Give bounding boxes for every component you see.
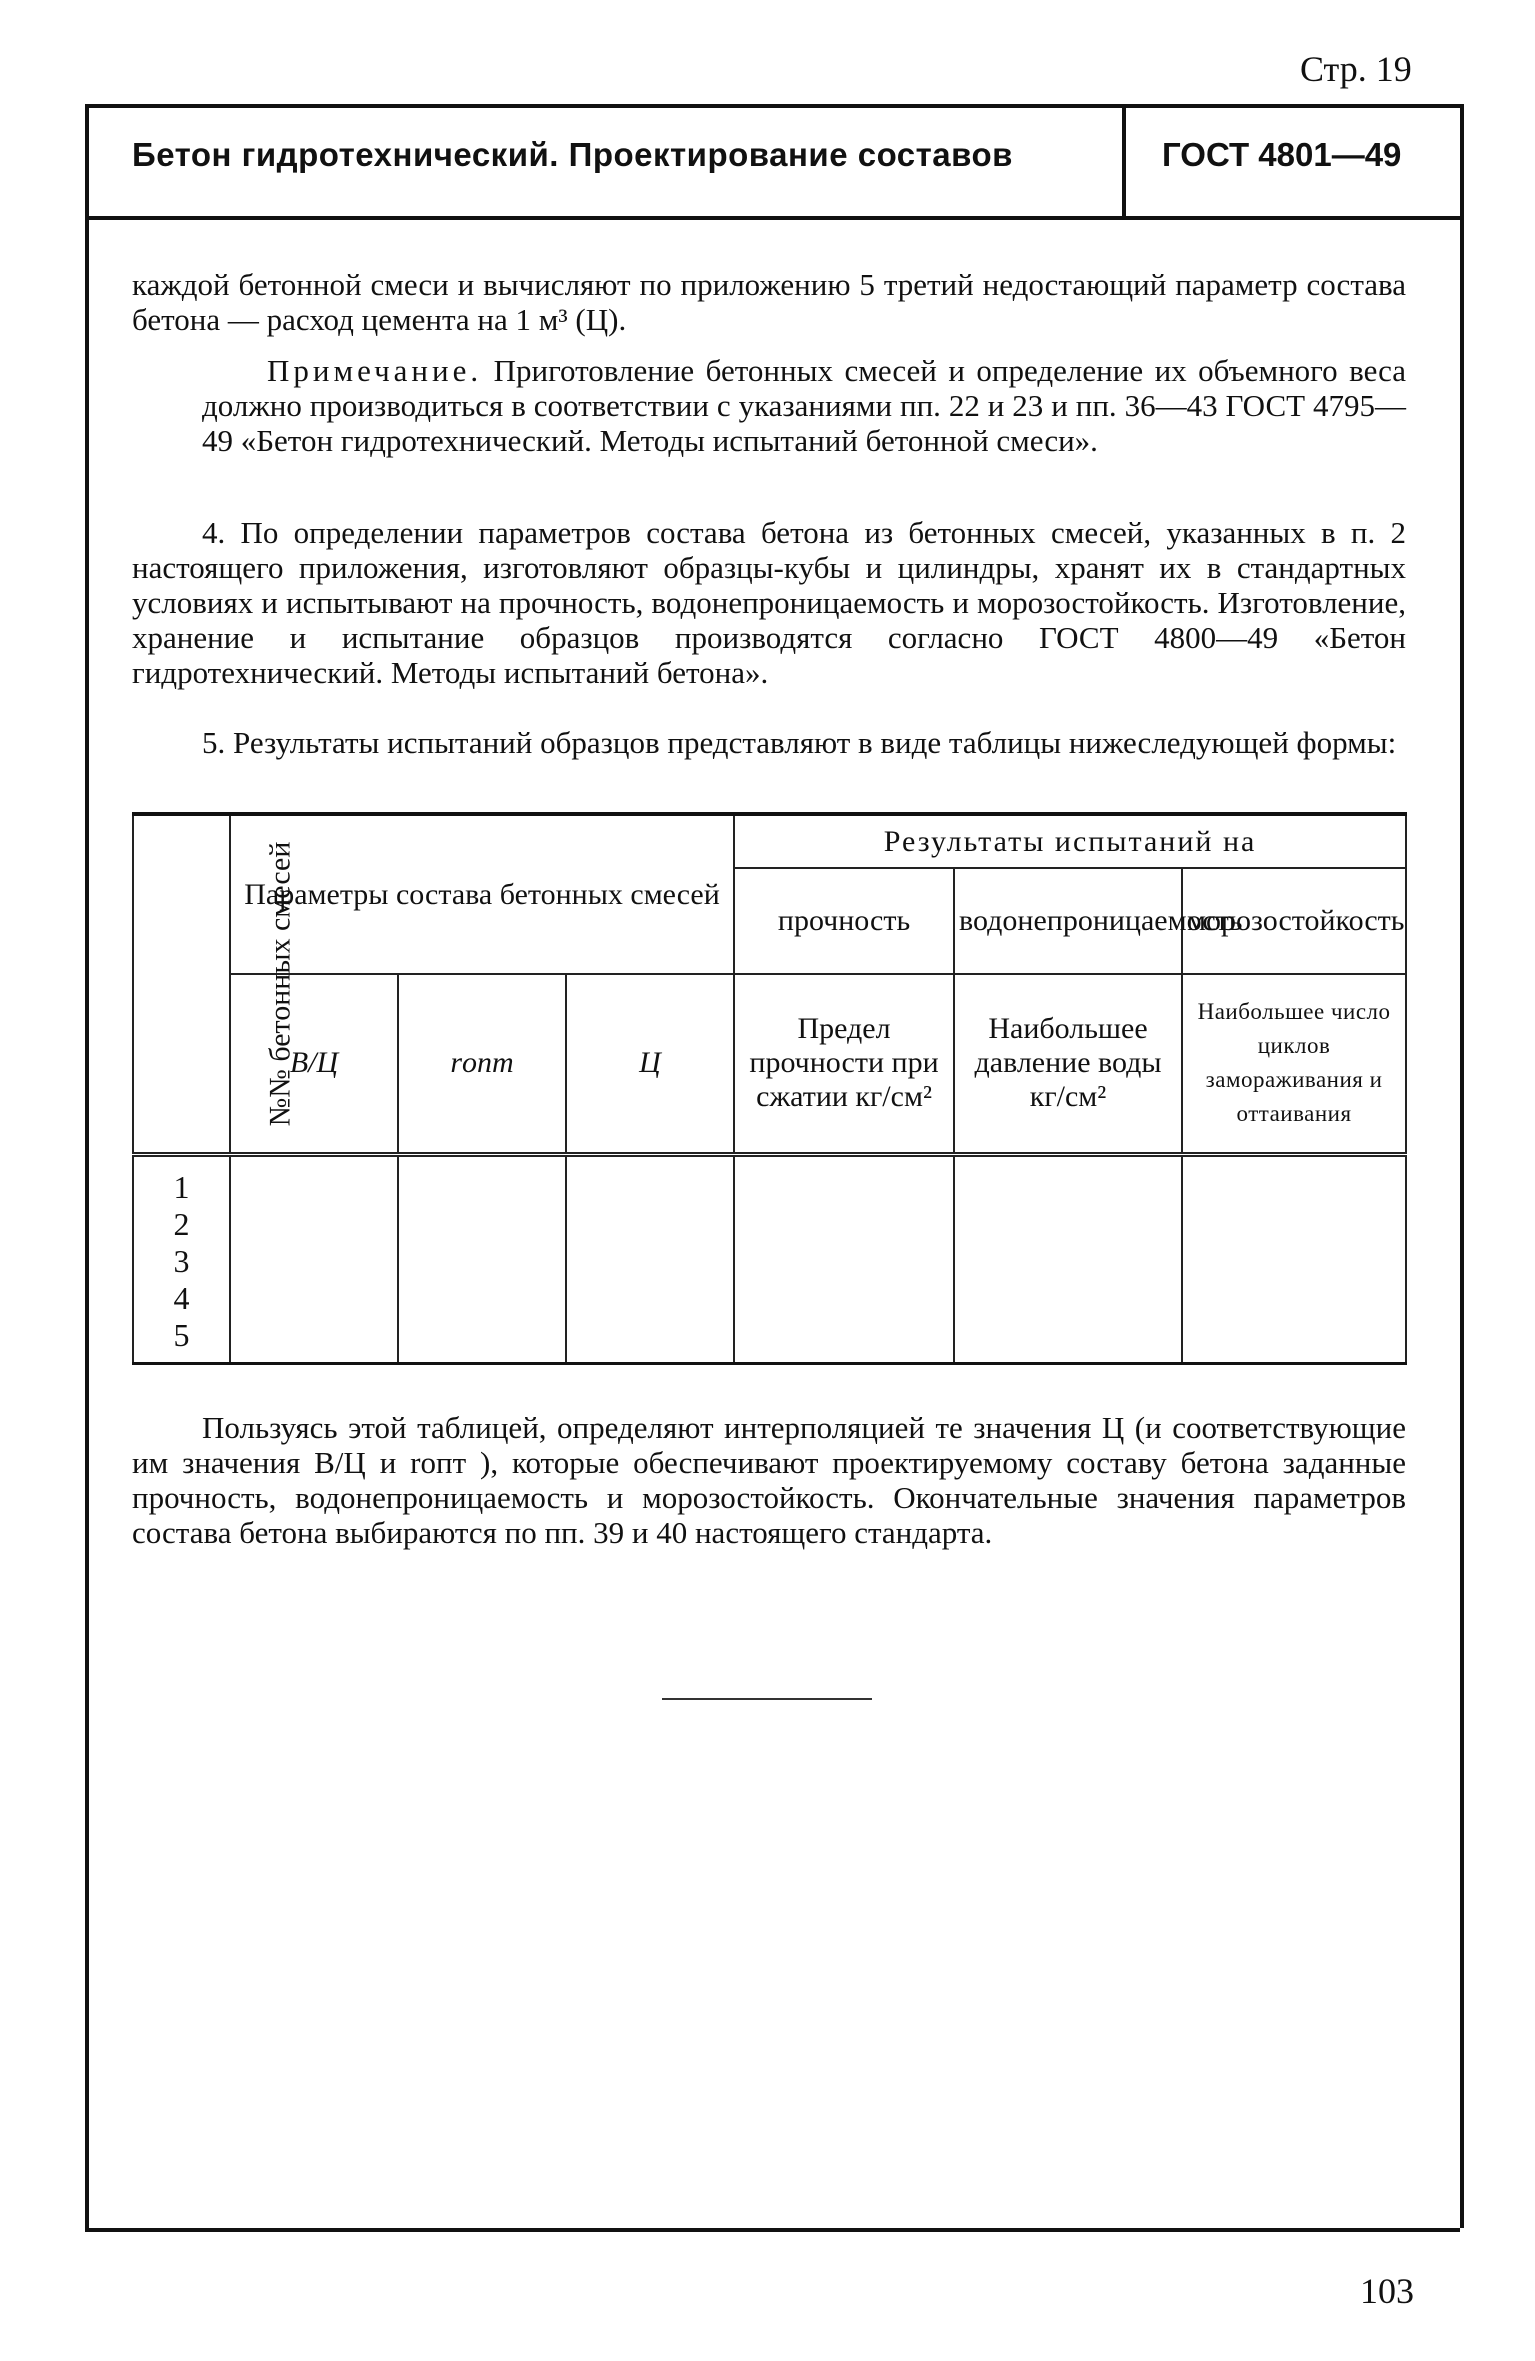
table-cell — [566, 1154, 734, 1364]
page-number-bottom: 103 — [1360, 2271, 1414, 2311]
note-text: Приготовление бетонных смесей и определение их объемного веса должно производиться в соответствии с указаниями пп. 22 и 23 и пп. 36—43 ГОСТ 4795—49 «Бетон гидротехнический. Методы испытаний бетонной смеси». — [202, 353, 1406, 458]
table-row-number: 4 — [173, 1279, 190, 1316]
water-subheader: Наибольшее давление воды кг/см² — [954, 974, 1182, 1154]
frame-bottom-rule — [85, 2228, 1460, 2232]
table-cell — [954, 1154, 1182, 1364]
strength-header: прочность — [734, 868, 954, 974]
paragraph-4: 4. По определении параметров состава бетона из бетонных смесей, указанных в п. 2 настоящего приложения, изготовляют образцы-кубы и цилиндры, хранят их в стандартных условиях и испытывают на прочность, водонепроницаемость и морозостойкость. Изготовление, хранение и испытание образцов производятся согласно ГОСТ 4800—49 «Бетон гидротехнический. Методы испытаний бетона». — [132, 515, 1406, 690]
paragraph-5: 5. Результаты испытаний образцов представляют в виде таблицы нижеследующей формы: — [202, 725, 1397, 760]
param-c-header: Ц — [566, 974, 734, 1154]
water-permeability-header: водонепроницаемость — [954, 868, 1182, 974]
param-wc-header: В/Ц — [230, 974, 398, 1154]
note-label: Примечание. — [267, 353, 483, 388]
table-row-number: 1 — [173, 1168, 190, 1205]
results-group-header: Результаты испытаний на — [734, 814, 1406, 868]
frost-subheader: Наибольшее число циклов замораживания и оттаивания — [1182, 974, 1406, 1154]
paragraph-after-table: Пользуясь этой таблицей, определяют интерполяцией те значения Ц (и соответствующие им значения В/Ц и rопт ), которые обеспечивают проектируемому составу бетона заданные прочность, водонепроницаемость и морозостойкость. Окончательные значения параметров состава бетона выбираются по пп. 39 и 40 настоящего стандарта. — [132, 1410, 1406, 1550]
table-cell — [230, 1154, 398, 1364]
header-bottom-rule — [85, 216, 1460, 220]
page-number-top: Стр. 19 — [1300, 49, 1412, 89]
header-standard-code: ГОСТ 4801—49 — [1162, 136, 1402, 173]
params-group-header: Параметры состава бетонных смесей — [230, 814, 734, 974]
strength-subheader: Предел прочности при сжатии кг/см² — [734, 974, 954, 1154]
header-divider — [1122, 104, 1126, 216]
paragraph-continuation: каждой бетонной смеси и вычисляют по приложению 5 третий недостающий параметр состава бетона — расход цемента на 1 м³ (Ц). — [132, 267, 1406, 337]
frame-top-rule — [85, 104, 1460, 108]
mix-number-header: №№ бетонных смесей — [133, 814, 230, 1154]
frost-resistance-header: морозостойкость — [1182, 868, 1406, 974]
note — [202, 353, 1406, 458]
table-row-number: 2 — [173, 1205, 190, 1242]
results-table — [132, 812, 1407, 1365]
table-cell — [398, 1154, 566, 1364]
param-r-header: rопт — [398, 974, 566, 1154]
table-cell — [1182, 1154, 1406, 1364]
table-row-number: 5 — [173, 1316, 190, 1353]
table-cell — [734, 1154, 954, 1364]
mix-number-cell — [133, 1154, 230, 1364]
table-row-number: 3 — [173, 1242, 190, 1279]
header-title: Бетон гидротехнический. Проектирование составов — [132, 136, 1013, 173]
end-separator — [662, 1698, 872, 1700]
